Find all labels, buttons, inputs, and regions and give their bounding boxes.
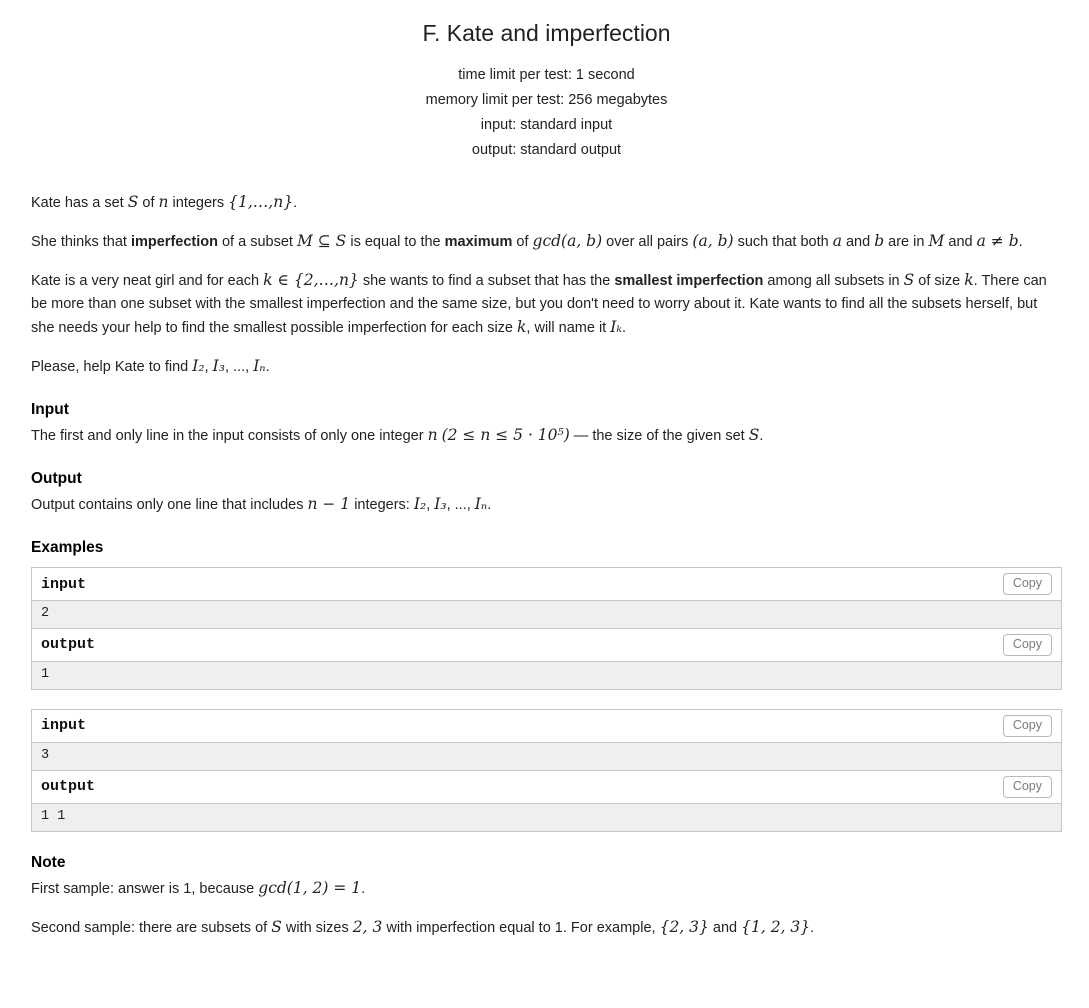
copy-sample-2-output-button[interactable]: Copy [1003,776,1052,798]
output-file-spec: output: standard output [471,142,622,158]
problem-title: F. Kate and imperfection [422,20,671,46]
sample-2-input-content: 3 [32,742,1061,770]
statement-paragraph-1: Kate has a set S of n integers {1,…,n}. [31,193,298,211]
input-file-spec: input: standard input [480,117,613,133]
sample-1-input-header [32,568,1061,600]
statement-paragraph-4: Please, help Kate to find I₂, I₃, ..., Iₙ. [31,357,270,375]
input-specification-section [31,401,1062,448]
memory-limit: memory limit per test: 256 megabytes [425,92,668,108]
sample-1-input-title: input [41,575,87,593]
sample-2-input-title: input [41,717,87,735]
copy-sample-2-input-button[interactable]: Copy [1003,715,1052,737]
statement-paragraph-3: Kate is a very neat girl and for each k ∈ {2,…,n} she wants to find a subset that has the smallest imperfection among all subsets in S of size k. There can be more than one subset with the smallest imperfection and the same size, but you don't need to worry about it. Kate wants to find all the subsets herself, but she needs your help to find the smallest possible imperfection for each size k, will name it Iₖ. [31,271,1047,336]
problem-header [31,20,1062,163]
problem-limits [31,63,1062,163]
sample-2-output-title: output [41,778,96,796]
sample-1-input-content: 2 [32,600,1061,628]
note-heading: Note [31,853,66,871]
input-spec-paragraph: The first and only line in the input consists of only one integer n (2 ≤ n ≤ 5 · 10⁵) — the size of the given set S. [31,426,764,444]
output-section-heading: Output [31,470,82,487]
sample-1-output-content: 1 [32,661,1061,689]
examples-heading: Examples [31,539,104,556]
sample-1-output-title: output [41,636,96,654]
sample-2-output-content: 1 1 [32,803,1061,831]
output-specification-section [31,470,1062,517]
problem-statement-body [31,191,1062,379]
examples-section [31,539,1062,832]
statement-paragraph-2: She thinks that imperfection of a subset M ⊆ S is equal to the maximum of gcd(a, b) over all pairs (a, b) such that both a and b are in M and a ≠ b. [31,232,1023,250]
time-limit: time limit per test: 1 second [458,67,635,83]
note-paragraph-1: First sample: answer is 1, because gcd(1, 2) = 1. [31,878,366,897]
note-section [31,854,1062,940]
sample-2-input-header [32,710,1061,742]
sample-test-2 [31,709,1062,832]
copy-sample-1-output-button[interactable]: Copy [1003,634,1052,656]
sample-test-1 [31,567,1062,690]
sample-1-output-header [32,628,1061,661]
input-section-heading: Input [31,401,69,418]
note-paragraph-2: Second sample: there are subsets of S with sizes 2, 3 with imperfection equal to 1. For example, {2, 3} and {1, 2, 3}. [31,917,815,936]
copy-sample-1-input-button[interactable]: Copy [1003,573,1052,595]
output-spec-paragraph: Output contains only one line that includes n − 1 integers: I₂, I₃, ..., Iₙ. [31,495,492,513]
sample-2-output-header [32,770,1061,803]
